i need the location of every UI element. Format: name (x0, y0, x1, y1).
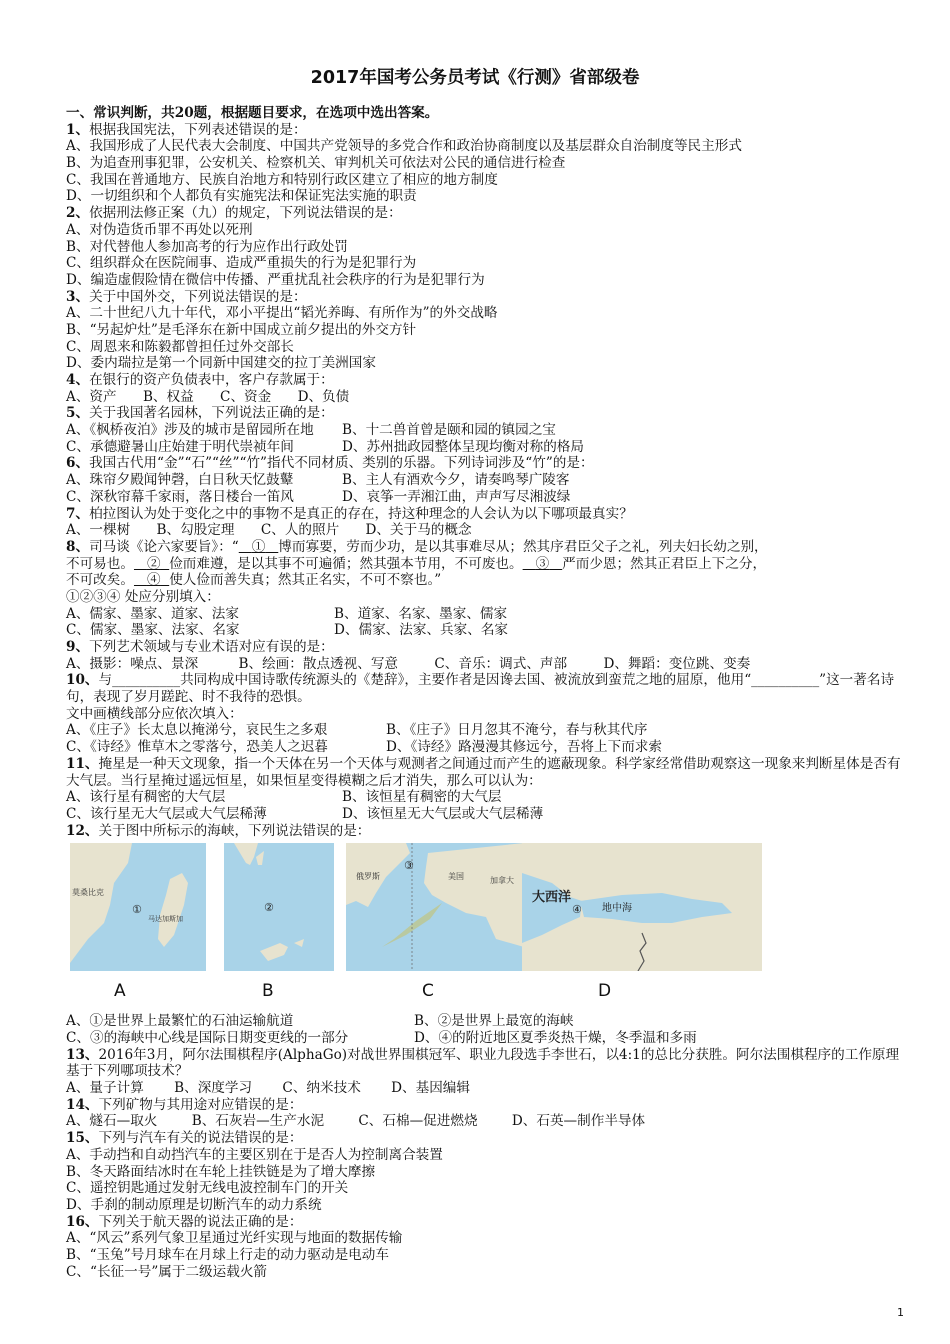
map-d-label-1: 大西洋 (532, 890, 572, 906)
q5-option-b: B、十二兽首曾是颐和园的镇园之宝 (342, 422, 556, 439)
blank-2: ② (146, 555, 161, 572)
q4-options (66, 389, 902, 406)
map-b (224, 843, 334, 971)
q11-option-b: B、该恒星有稠密的大气层 (342, 789, 502, 806)
map-c-label-3: 加拿大 (490, 876, 514, 886)
q9-option-b: B、绘画：散点透视、写意 (238, 655, 399, 672)
map-a-label-1: 莫桑比克 (72, 888, 104, 898)
q5-option-d: D、苏州拙政园整体呈现均衡对称的格局 (342, 438, 584, 455)
map-c-label-1: 俄罗斯 (356, 872, 380, 882)
q8-subprompt: ①②③④ 处应分别填入： (66, 588, 220, 605)
strait-maps (66, 843, 902, 1013)
question-9: 9、下列艺术领域与专业术语对应有误的是： (66, 639, 334, 655)
q15-option-a: A、手动挡和自动挡汽车的主要区别在于是否人为控制离合装置 (66, 1146, 443, 1163)
section-heading: 一、常识判断，共20题，根据题目要求，在选项中选出答案。 (66, 105, 439, 121)
q9-option-c: C、音乐：调式、声部 (434, 655, 568, 672)
q3-option-b: B、“另起炉灶”是毛泽东在新中国成立前夕提出的外交方针 (66, 321, 417, 338)
q12-option-a: A、①是世界上最繁忙的石油运输航道 (66, 1013, 294, 1030)
q1-option-b: B、为追查刑事犯罪，公安机关、检察机关、审判机关可依法对公民的通信进行检查 (66, 155, 566, 172)
question-13: 13、2016年3月，阿尔法围棋程序(AlphaGo)对战世界围棋冠军、职业九段选手李世石，以4:1的总比分获胜。阿尔法围棋程序的工作原理基于下列哪项技术？ (66, 1046, 900, 1080)
q2-option-a: A、对伪造货币罪不再处以死刑 (66, 221, 253, 238)
q4-option-d: D、负债 (297, 388, 350, 405)
q9-options (66, 656, 902, 673)
question-12: 12、关于图中所标示的海峡，下列说法错误的是： (66, 822, 371, 839)
q8-option-c: C、儒家、墨家、法家、名家 (66, 622, 240, 639)
map-a-caption: A (114, 981, 126, 1002)
q12-options-ab (66, 1013, 902, 1030)
q11-option-c: C、该行星无大气层或大气层稀薄 (66, 805, 267, 822)
q7-option-c: C、人的照片 (260, 522, 340, 539)
q6-option-d: D、哀筝一弄湘江曲，声声写尽湘波绿 (342, 488, 571, 505)
q2-option-d: D、编造虚假险情在微信中传播、严重扰乱社会秩序的行为是犯罪行为 (66, 271, 485, 288)
q16-option-c: C、“长征一号”属于二级运载火箭 (66, 1263, 268, 1280)
page-number: 1 (897, 1306, 904, 1319)
q12-option-c: C、③的海峡中心线是国际日期变更线的一部分 (66, 1030, 349, 1046)
q10-option-b: B、《庄子》日月忽其不淹兮，春与秋其代序 (386, 722, 648, 739)
exam-content (66, 105, 902, 1280)
q15-option-b: B、冬天路面结冰时在车轮上挂铁链是为了增大摩擦 (66, 1163, 376, 1180)
q7-option-d: D、关于马的概念 (365, 522, 472, 539)
question-2: 2、依据刑法修正案（九）的规定，下列说法错误的是： (66, 205, 402, 222)
q5-option-c: C、承德避暑山庄始建于明代崇祯年间 (66, 438, 294, 455)
strait-mark-3: ③ (404, 859, 414, 873)
q13-option-d: D、基因编辑 (391, 1080, 470, 1097)
q10-subprompt: 文中画横线部分应依次填入： (66, 705, 243, 722)
q9-option-a: A、摄影：噪点、景深 (66, 655, 199, 672)
q14-option-a: A、燧石—取火 (66, 1113, 158, 1130)
q3-option-d: D、委内瑞拉是第一个同新中国建交的拉丁美洲国家 (66, 355, 376, 372)
q12-option-d: D、④的附近地区夏季炎热干燥，冬季温和多雨 (414, 1030, 697, 1046)
q13-option-b: B、深度学习 (174, 1080, 253, 1097)
question-1: 1、根据我国宪法，下列表述错误的是： (66, 121, 307, 138)
question-5: 5、关于我国著名园林，下列说法正确的是： (66, 405, 334, 422)
blank-1: ① (251, 538, 266, 555)
q15-option-c: C、遥控钥匙通过发射无线电波控制车门的开关 (66, 1180, 349, 1197)
q3-option-a: A、二十世纪八九十年代，邓小平提出“韬光养晦、有所作为”的外交战略 (66, 305, 498, 322)
q12-options-cd (66, 1030, 902, 1047)
q10-options-ab (66, 722, 902, 739)
q6-options-ab (66, 472, 902, 489)
q1-option-c: C、我国在普通地方、民族自治地方和特别行政区建立了相应的地方制度 (66, 171, 498, 188)
q4-option-b: B、权益 (142, 388, 194, 405)
question-7: 7、柏拉图认为处于变化之中的事物不是真正的存在，持这种理念的人会认为以下哪项最真实？ (66, 505, 633, 522)
q9-option-d: D、舞蹈：变位跳、变奏 (603, 655, 751, 672)
q15-option-d: D、手刹的制动原理是切断汽车的动力系统 (66, 1196, 322, 1213)
q5-options-ab (66, 422, 902, 439)
q8-options-ab (66, 606, 902, 623)
q10-options-cd (66, 739, 902, 756)
question-3: 3、关于中国外交，下列说法错误的是： (66, 288, 307, 305)
q3-option-c: C、周恩来和陈毅都曾担任过外交部长 (66, 338, 294, 355)
q10-option-d: D、《诗经》路漫漫其修远兮，吾将上下而求索 (386, 739, 662, 756)
map-d-label-2: 地中海 (602, 903, 632, 915)
map-c (346, 843, 524, 971)
q8-options-cd (66, 622, 902, 639)
q11-option-a: A、该行星有稠密的大气层 (66, 789, 226, 806)
question-8: 8、司马谈《论六家要旨》：“ ① 博而寡要，劳而少功，是以其事难尽从；然其序君臣父子之礼，列夫妇长幼之别， (66, 538, 768, 555)
q5-option-a: A、《枫桥夜泊》涉及的城市是留园所在地 (66, 422, 314, 439)
q13-option-c: C、纳米技术 (282, 1080, 361, 1097)
q8-line-3: 不可改矣。 ④ 使人俭而善失真；然其正名实，不可不察也。” (66, 572, 442, 589)
q14-options (66, 1113, 902, 1130)
q13-options (66, 1080, 902, 1097)
strait-mark-1: ① (132, 903, 142, 917)
question-15: 15、下列与汽车有关的说法错误的是： (66, 1130, 303, 1147)
q11-options-cd (66, 806, 902, 823)
strait-mark-4: ④ (572, 903, 582, 917)
q5-options-cd (66, 439, 902, 456)
q14-option-b: B、石灰岩—生产水泥 (191, 1113, 325, 1130)
q12-option-b: B、②是世界上最宽的海峡 (414, 1013, 574, 1030)
q10-option-c: C、《诗经》惟草木之零落兮，恐美人之迟暮 (66, 739, 328, 756)
q6-options-cd (66, 489, 902, 506)
q6-option-b: B、主人有酒欢今夕，请奏鸣琴广陵客 (342, 472, 570, 489)
q7-option-a: A、一棵树 (66, 522, 131, 539)
map-a (70, 843, 206, 971)
question-16: 16、下列关于航天器的说法正确的是： (66, 1213, 303, 1230)
question-6: 6、我国古代用“金”“石”“丝”“竹”指代不同材质、类别的乐器。下列诗词涉及“竹”的是： (66, 455, 594, 472)
question-11: 11、掩星是一种天文现象，指一个天体在另一个天体与观测者之间通过而产生的遮蔽现象。科学家经常借助观察这一现象来判断星体是否有大气层。当行星掩过遥远恒星，如果恒星变得模糊之后才消失，那么可以认为： (66, 755, 901, 789)
q4-option-a: A、资产 (66, 388, 117, 405)
question-10: 10、与__________共同构成中国诗歌传统源头的《楚辞》，主要作者是因谗去国、被流放到蛮荒之地的屈原，他用“__________”这一著名诗句，表现了岁月蹉跎、时不我待的恐惧。 (66, 672, 895, 706)
q1-option-a: A、我国形成了人民代表大会制度、中国共产党领导的多党合作和政治协商制度以及基层群众自治制度等民主形式 (66, 138, 742, 155)
q7-options (66, 522, 902, 539)
q10-option-a: A、《庄子》长太息以掩涕兮，哀民生之多艰 (66, 722, 328, 739)
q16-option-a: A、“风云”系列气象卫星通过光纤实现与地面的数据传输 (66, 1230, 403, 1247)
q1-option-d: D、一切组织和个人都负有实施宪法和保证宪法实施的职责 (66, 188, 417, 205)
page-title: 2017年国考公务员考试《行测》省部级卷 (310, 68, 640, 88)
map-d (522, 843, 762, 971)
q7-option-b: B、勾股定理 (156, 522, 235, 539)
map-c-caption: C (422, 981, 434, 1002)
strait-mark-2: ② (264, 901, 274, 915)
q8-option-b: B、道家、名家、墨家、儒家 (334, 605, 508, 622)
q6-option-c: C、深秋帘幕千家雨，落日楼台一笛风 (66, 488, 294, 505)
blank-4: ④ (146, 572, 161, 589)
q14-option-c: C、石棉—促进燃烧 (358, 1113, 478, 1130)
q8-line-2: 不可易也。 ② 俭而难遵，是以其事不可遍循；然其强本节用，不可废也。 ③ 严而少恩；然其正君臣上下之分， (66, 555, 767, 572)
q4-option-c: C、资金 (220, 388, 272, 405)
q14-option-d: D、石英—制作半导体 (511, 1113, 646, 1130)
q8-option-d: D、儒家、法家、兵家、名家 (334, 622, 509, 639)
q13-option-a: A、量子计算 (66, 1080, 144, 1097)
q16-option-b: B、“玉兔”号月球车在月球上行走的动力驱动是电动车 (66, 1246, 389, 1263)
question-4: 4、在银行的资产负债表中，客户存款属于： (66, 372, 334, 388)
map-d-caption: D (598, 981, 612, 1002)
q11-option-d: D、该恒星无大气层或大气层稀薄 (342, 805, 544, 822)
question-14: 14、下列矿物与其用途对应错误的是： (66, 1096, 303, 1113)
map-b-caption: B (262, 981, 274, 1002)
q8-option-a: A、儒家、墨家、道家、法家 (66, 605, 239, 622)
q6-option-a: A、珠帘夕殿闻钟磬，白日秋天忆鼓鼙 (66, 472, 294, 489)
q11-options-ab (66, 789, 902, 806)
blank-3: ③ (535, 555, 550, 572)
map-c-label-2: 美国 (448, 872, 464, 882)
q2-option-c: C、组织群众在医院闹事、造成严重损失的行为是犯罪行为 (66, 255, 417, 272)
q2-option-b: B、对代替他人参加高考的行为应作出行政处罚 (66, 238, 348, 255)
map-a-label-2: 马达加斯加 (148, 915, 183, 924)
